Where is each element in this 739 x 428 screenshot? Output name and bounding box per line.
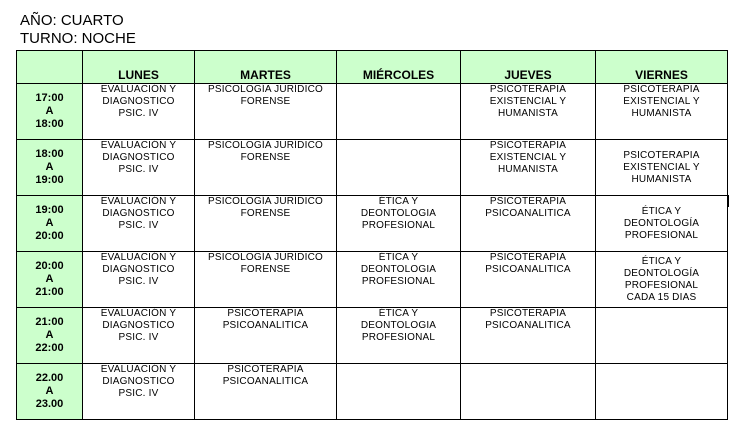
class-cell-line: HUMANISTA — [631, 108, 692, 119]
class-cell-line: PSIC. IV — [118, 108, 159, 119]
class-cell-line: PSICOTERAPIA — [623, 84, 700, 95]
class-cell-line: FORENSE — [240, 96, 291, 107]
class-cell-line: PSICOANALITICA — [222, 320, 309, 331]
class-cell — [461, 252, 596, 308]
class-cell — [337, 84, 461, 140]
table-row — [17, 308, 728, 364]
table-row — [17, 140, 728, 196]
class-cell-line: HUMANISTA — [631, 173, 692, 185]
time-slot-line: 18:00 — [35, 118, 64, 130]
table-row — [17, 84, 728, 140]
class-cell-line: HUMANISTA — [498, 108, 558, 119]
time-slot-line: 22.00 — [35, 372, 64, 384]
class-cell — [195, 140, 337, 196]
class-cell-line: DIAGNOSTICO — [102, 264, 175, 275]
class-cell-line: DIAGNOSTICO — [102, 208, 175, 219]
class-cell-line: EVALUACIÓN Y — [100, 364, 177, 375]
day-header: VIERNES — [596, 51, 728, 84]
class-cell-line: PSICOTERAPIA — [489, 196, 567, 207]
class-cell-line: DEONTOLOGIA — [360, 320, 437, 331]
class-cell — [461, 84, 596, 140]
class-cell-line: PSICOANALITICA — [485, 208, 571, 219]
time-slot-line: 21:00 — [35, 286, 64, 298]
class-cell-line: PSICOTERAPIA — [623, 149, 700, 161]
day-header: LUNES — [83, 51, 195, 84]
class-cell-line: EXISTENCIAL Y — [489, 96, 567, 107]
class-cell — [596, 308, 728, 364]
day-header: MIÉRCOLES — [337, 51, 461, 84]
class-cell-line: DIAGNOSTICO — [102, 320, 175, 331]
class-cell-line: PSICOANALITICA — [485, 320, 571, 331]
class-cell — [195, 252, 337, 308]
class-cell-line: HUMANISTA — [498, 164, 558, 175]
class-cell — [195, 196, 337, 252]
time-slot — [17, 252, 83, 308]
class-cell-line: ÉTICA Y — [641, 205, 682, 217]
class-cell-line: DEONTOLOGIA — [360, 208, 437, 219]
class-cell — [461, 308, 596, 364]
header-row — [17, 51, 728, 84]
class-cell — [596, 252, 728, 308]
table-row — [17, 252, 728, 308]
corner-header — [17, 51, 83, 84]
table-row — [17, 364, 728, 420]
class-cell-line: PROFESIONAL — [361, 332, 436, 343]
schedule-table — [16, 50, 728, 420]
class-cell-line: PSICOLOGÍA JURÍDICO — [208, 252, 323, 263]
class-cell-line: EVALUACIÓN Y — [100, 140, 177, 151]
time-slot-line: 19:00 — [35, 174, 64, 186]
class-cell-line: ÉTICA Y — [378, 196, 419, 207]
class-cell-line: PSICOLOGÍA JURÍDICO — [208, 140, 323, 151]
time-slot-line: 19:00 — [35, 204, 64, 216]
class-cell-line: FORENSE — [240, 264, 291, 275]
class-cell-line: EXISTENCIAL Y — [623, 96, 700, 107]
time-slot-line: 20:00 — [35, 230, 64, 242]
time-slot-line: A — [45, 329, 54, 341]
class-cell-line: PSIC. IV — [118, 332, 159, 343]
class-cell — [337, 308, 461, 364]
class-cell-line: ÉTICA Y — [378, 308, 419, 319]
class-cell — [195, 84, 337, 140]
class-cell-line: DIAGNOSTICO — [102, 376, 175, 387]
class-cell-line: EVALUACIÓN Y — [100, 196, 177, 207]
class-cell-line: PSIC. IV — [118, 276, 159, 287]
time-slot-line: 21:00 — [35, 316, 64, 328]
time-slot-line: A — [45, 385, 54, 397]
class-cell-line: ÉTICA Y — [378, 252, 419, 263]
class-cell-line: PSICOTERAPIA — [489, 252, 567, 263]
class-cell-line: PSICOTERAPIA — [227, 364, 304, 375]
edge-mark — [727, 195, 729, 207]
class-cell-line: PSICOTERAPIA — [489, 140, 567, 151]
class-cell-line: DIAGNOSTICO — [102, 96, 175, 107]
class-cell — [461, 364, 596, 420]
class-cell — [596, 140, 728, 196]
time-slot-line: A — [45, 161, 54, 173]
class-cell — [83, 84, 195, 140]
class-cell-line: CADA 15 DIAS — [626, 291, 697, 303]
class-cell-line: PSICOTERAPIA — [489, 308, 567, 319]
class-cell — [337, 140, 461, 196]
class-cell — [195, 364, 337, 420]
class-cell-line: DEONTOLOGÍA — [623, 217, 700, 229]
class-cell-line: DEONTOLOGIA — [360, 264, 437, 275]
time-slot-line: 22:00 — [35, 342, 64, 354]
time-slot-line: 23.00 — [35, 398, 64, 410]
class-cell — [337, 252, 461, 308]
class-cell — [83, 140, 195, 196]
class-cell-line: FORENSE — [240, 208, 291, 219]
class-cell — [83, 196, 195, 252]
class-cell-line: PSICOANALITICA — [222, 376, 309, 387]
class-cell-line: EVALUACIÓN Y — [100, 252, 177, 263]
class-cell-line: PSIC. IV — [118, 164, 159, 175]
class-cell-line: PSIC. IV — [118, 220, 159, 231]
class-cell — [337, 196, 461, 252]
class-cell-line: PROFESIONAL — [624, 229, 699, 241]
page-title-shift: TURNO: NOCHE — [20, 30, 136, 47]
time-slot — [17, 140, 83, 196]
table-row — [17, 196, 728, 252]
time-slot — [17, 84, 83, 140]
class-cell — [195, 308, 337, 364]
class-cell — [596, 196, 728, 252]
class-cell — [83, 364, 195, 420]
class-cell-line: EXISTENCIAL Y — [489, 152, 567, 163]
class-cell — [461, 196, 596, 252]
class-cell-line: PSICOANALITICA — [485, 264, 571, 275]
class-cell-line: EXISTENCIAL Y — [623, 161, 700, 173]
class-cell-line: ÉTICA Y — [641, 255, 682, 267]
time-slot-line: 17:00 — [35, 92, 64, 104]
time-slot — [17, 364, 83, 420]
time-slot — [17, 308, 83, 364]
class-cell-line: PROFESIONAL — [361, 276, 436, 287]
class-cell-line: PSIC. IV — [118, 388, 159, 399]
class-cell-line: FORENSE — [240, 152, 291, 163]
class-cell — [596, 364, 728, 420]
time-slot-line: A — [45, 217, 54, 229]
class-cell — [337, 364, 461, 420]
page-title-year: AÑO: CUARTO — [20, 12, 124, 29]
class-cell-line: PROFESIONAL — [361, 220, 436, 231]
class-cell-line: PSICOLOGÍA JURÍDICO — [208, 84, 323, 95]
time-slot-line: A — [45, 273, 54, 285]
class-cell-line: PSICOLOGÍA JURÍDICO — [208, 196, 323, 207]
class-cell-line: PSICOTERAPIA — [489, 84, 567, 95]
day-header: JUEVES — [461, 51, 596, 84]
class-cell-line: EVALUACIÓN Y — [100, 308, 177, 319]
time-slot-line: A — [45, 105, 54, 117]
class-cell — [596, 84, 728, 140]
time-slot-line: 18:00 — [35, 148, 64, 160]
class-cell — [83, 252, 195, 308]
time-slot — [17, 196, 83, 252]
class-cell-line: PROFESIONAL — [624, 279, 699, 291]
time-slot-line: 20:00 — [35, 260, 64, 272]
class-cell-line: PSICOTERAPIA — [227, 308, 304, 319]
class-cell-line: EVALUACIÓN Y — [100, 84, 177, 95]
class-cell — [83, 308, 195, 364]
class-cell-line: DEONTOLOGÍA — [623, 267, 700, 279]
day-header: MARTES — [195, 51, 337, 84]
class-cell — [461, 140, 596, 196]
class-cell-line: DIAGNOSTICO — [102, 152, 175, 163]
